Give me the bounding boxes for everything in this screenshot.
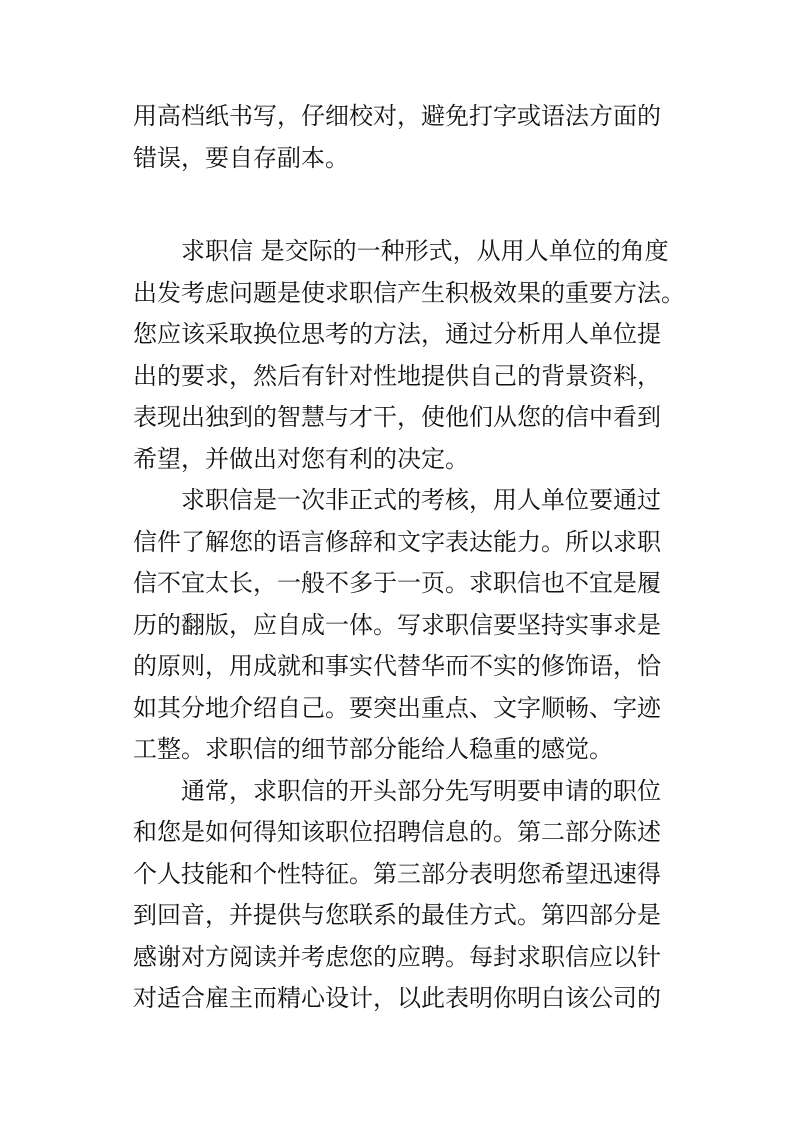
paragraph-line: 个人技能和个性特征。第三部分表明您希望迅速得 bbox=[133, 860, 661, 888]
paragraph-line: 信件了解您的语言修辞和文字表达能力。所以求职 bbox=[133, 528, 661, 556]
paragraph-line: 信不宜太长，一般不多于一页。求职信也不宜是履 bbox=[133, 569, 661, 597]
paragraph-line: 出发考虑问题是使求职信产生积极效果的重要方法。 bbox=[133, 279, 685, 307]
paragraph-line: 历的翻版，应自成一体。写求职信要坚持实事求是 bbox=[133, 611, 661, 639]
paragraph-line: 工整。求职信的细节部分能给人稳重的感觉。 bbox=[133, 735, 613, 763]
paragraph-line: 求职信是一次非正式的考核，用人单位要通过 bbox=[181, 486, 661, 514]
paragraph-line: 感谢对方阅读并考虑您的应聘。每封求职信应以针 bbox=[133, 943, 661, 971]
paragraph-line: 用高档纸书写，仔细校对，避免打字或语法方面的 bbox=[133, 102, 661, 130]
paragraph-line: 您应该采取换位思考的方法，通过分析用人单位提 bbox=[133, 320, 661, 348]
paragraph-line: 求职信 是交际的一种形式，从用人单位的角度 bbox=[181, 237, 669, 265]
paragraph-line: 对适合雇主而精心设计，以此表明你明白该公司的 bbox=[133, 984, 661, 1012]
paragraph-line: 通常，求职信的开头部分先写明要申请的职位 bbox=[181, 777, 661, 805]
paragraph-line: 出的要求，然后有针对性地提供自己的背景资料， bbox=[133, 362, 661, 390]
paragraph-line: 的原则，用成就和事实代替华而不实的修饰语，恰 bbox=[133, 652, 661, 680]
paragraph-line: 表现出独到的智慧与才干，使他们从您的信中看到 bbox=[133, 403, 661, 431]
paragraph-line: 如其分地介绍自己。要突出重点、文字顺畅、字迹 bbox=[133, 694, 661, 722]
paragraph-line: 错误，要自存副本。 bbox=[133, 144, 349, 172]
paragraph-line: 希望，并做出对您有利的决定。 bbox=[133, 445, 469, 473]
paragraph-line: 和您是如何得知该职位招聘信息的。第二部分陈述 bbox=[133, 818, 661, 846]
paragraph-line: 到回音，并提供与您联系的最佳方式。第四部分是 bbox=[133, 901, 661, 929]
